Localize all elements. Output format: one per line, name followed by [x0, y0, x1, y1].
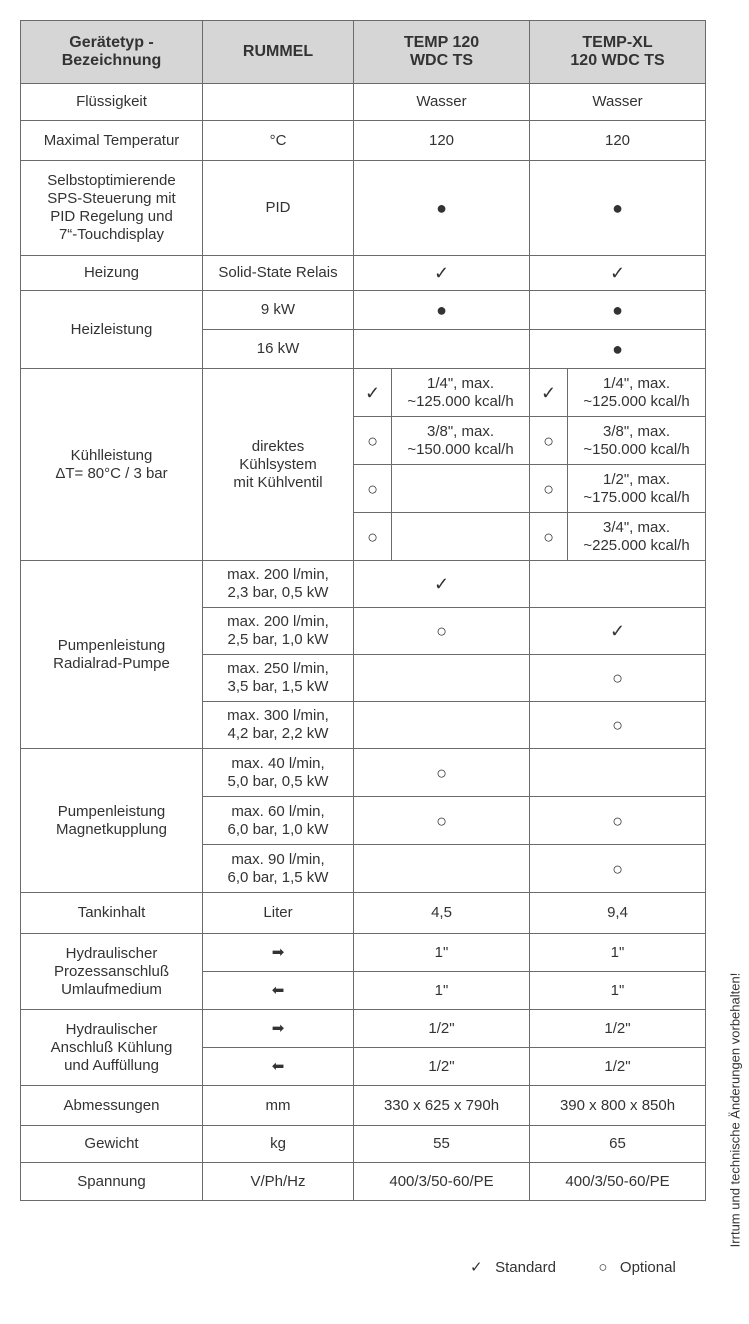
value-temp120-heizleistung-9kw: ●: [354, 291, 530, 330]
value-tempxl-prozess-out: 1": [530, 934, 706, 972]
header-rummel: RUMMEL: [203, 21, 354, 84]
value-temp120-spannung: 400/3/50-60/PE: [354, 1163, 530, 1201]
value-tempxl-heizleistung-9kw: ●: [530, 291, 706, 330]
value-tempxl-tank: 9,4: [530, 893, 706, 934]
label-radial: Pumpenleistung Radialrad-Pumpe: [21, 561, 203, 749]
unit-sps: PID: [203, 161, 354, 256]
value-temp120-prozess-out: 1": [354, 934, 530, 972]
unit-abmessungen: mm: [203, 1086, 354, 1126]
value-temp120-heizung: ✓: [354, 256, 530, 291]
unit-fluessigkeit: [203, 84, 354, 121]
header-row: [21, 21, 706, 84]
label-tank: Tankinhalt: [21, 893, 203, 934]
value-tempxl-sps: ●: [530, 161, 706, 256]
unit-radial-2: max. 200 l/min, 2,5 bar, 1,0 kW: [203, 608, 354, 655]
row-radial-1: [21, 561, 706, 608]
unit-kuehlleistung: direktes Kühlsystem mit Kühlventil: [203, 369, 354, 561]
value-tempxl-magnet-3: ○: [530, 845, 706, 893]
value-temp120-tank: 4,5: [354, 893, 530, 934]
value-temp120-prozess-in: 1": [354, 972, 530, 1010]
value-temp120-sps: ●: [354, 161, 530, 256]
value-tempxl-kuehlanschluss-in: 1/2": [530, 1048, 706, 1086]
value-tempxl-abmessungen: 390 x 800 x 850h: [530, 1086, 706, 1126]
label-heizung: Heizung: [21, 256, 203, 291]
value-tempxl-magnet-1: [530, 749, 706, 797]
label-heizleistung: Heizleistung: [21, 291, 203, 369]
status-tempxl-kuehl-3: ○: [530, 465, 568, 513]
value-temp120-heizleistung-16kw: [354, 330, 530, 369]
label-maxtemp: Maximal Temperatur: [21, 121, 203, 161]
arrow-right-icon: ➡: [203, 934, 354, 972]
row-magnet-1: [21, 749, 706, 797]
unit-radial-3: max. 250 l/min, 3,5 bar, 1,5 kW: [203, 655, 354, 702]
unit-maxtemp: °C: [203, 121, 354, 161]
value-tempxl-kuehl-4: 3/4", max. ~225.000 kcal/h: [568, 513, 706, 561]
unit-spannung: V/Ph/Hz: [203, 1163, 354, 1201]
row-tank: [21, 893, 706, 934]
unit-radial-1: max. 200 l/min, 2,3 bar, 0,5 kW: [203, 561, 354, 608]
arrow-right-icon: ➡: [203, 1010, 354, 1048]
row-maxtemp: [21, 121, 706, 161]
status-temp120-kuehl-2: ○: [354, 417, 392, 465]
unit-magnet-1: max. 40 l/min, 5,0 bar, 0,5 kW: [203, 749, 354, 797]
value-tempxl-radial-3: ○: [530, 655, 706, 702]
value-tempxl-heizung: ✓: [530, 256, 706, 291]
value-temp120-maxtemp: 120: [354, 121, 530, 161]
side-disclaimer: Irrtum und technische Änderungen vorbehalten!: [727, 972, 743, 1248]
value-temp120-fluessigkeit: Wasser: [354, 84, 530, 121]
value-temp120-radial-2: ○: [354, 608, 530, 655]
row-sps: [21, 161, 706, 256]
value-tempxl-magnet-2: ○: [530, 797, 706, 845]
unit-radial-4: max. 300 l/min, 4,2 bar, 2,2 kW: [203, 702, 354, 749]
row-heizleistung-1: [21, 291, 706, 330]
unit-magnet-2: max. 60 l/min, 6,0 bar, 1,0 kW: [203, 797, 354, 845]
label-abmessungen: Abmessungen: [21, 1086, 203, 1126]
unit-magnet-3: max. 90 l/min, 6,0 bar, 1,5 kW: [203, 845, 354, 893]
status-temp120-kuehl-3: ○: [354, 465, 392, 513]
value-tempxl-kuehl-3: 1/2", max. ~175.000 kcal/h: [568, 465, 706, 513]
row-kuehlanschluss-1: [21, 1010, 706, 1048]
label-kuehlanschluss: Hydraulischer Anschluß Kühlung und Auffüllung: [21, 1010, 203, 1086]
value-tempxl-kuehlanschluss-out: 1/2": [530, 1010, 706, 1048]
value-temp120-kuehl-1: 1/4", max. ~125.000 kcal/h: [392, 369, 530, 417]
value-temp120-magnet-2: ○: [354, 797, 530, 845]
value-temp120-abmessungen: 330 x 625 x 790h: [354, 1086, 530, 1126]
label-kuehlleistung: Kühlleistung ΔT= 80°C / 3 bar: [21, 369, 203, 561]
value-tempxl-radial-1: [530, 561, 706, 608]
row-gewicht: [21, 1126, 706, 1163]
status-tempxl-kuehl-1: ✓: [530, 369, 568, 417]
value-tempxl-kuehl-1: 1/4", max. ~125.000 kcal/h: [568, 369, 706, 417]
label-prozess: Hydraulischer Prozessanschluß Umlaufmedium: [21, 934, 203, 1010]
value-tempxl-maxtemp: 120: [530, 121, 706, 161]
label-magnet: Pumpenleistung Magnetkupplung: [21, 749, 203, 893]
value-tempxl-radial-2: ✓: [530, 608, 706, 655]
value-tempxl-heizleistung-16kw: ●: [530, 330, 706, 369]
value-temp120-radial-4: [354, 702, 530, 749]
unit-heizung: Solid-State Relais: [203, 256, 354, 291]
status-temp120-kuehl-1: ✓: [354, 369, 392, 417]
value-tempxl-radial-4: ○: [530, 702, 706, 749]
value-temp120-magnet-1: ○: [354, 749, 530, 797]
value-temp120-radial-1: ✓: [354, 561, 530, 608]
unit-gewicht: kg: [203, 1126, 354, 1163]
row-fluessigkeit: [21, 84, 706, 121]
row-prozess-1: [21, 934, 706, 972]
status-tempxl-kuehl-4: ○: [530, 513, 568, 561]
value-tempxl-prozess-in: 1": [530, 972, 706, 1010]
value-temp120-kuehlanschluss-in: 1/2": [354, 1048, 530, 1086]
header-temp-120: TEMP 120 WDC TS: [354, 21, 530, 84]
row-kuehl-1: [21, 369, 706, 417]
value-temp120-kuehl-2: 3/8", max. ~150.000 kcal/h: [392, 417, 530, 465]
circle-icon: ○: [598, 1259, 608, 1276]
row-abmessungen: [21, 1086, 706, 1126]
arrow-left-icon: ⬅: [203, 972, 354, 1010]
value-tempxl-fluessigkeit: Wasser: [530, 84, 706, 121]
label-spannung: Spannung: [21, 1163, 203, 1201]
value-tempxl-kuehl-2: 3/8", max. ~150.000 kcal/h: [568, 417, 706, 465]
value-tempxl-gewicht: 65: [530, 1126, 706, 1163]
value-temp120-magnet-3: [354, 845, 530, 893]
row-heizung: [21, 256, 706, 291]
row-spannung: [21, 1163, 706, 1201]
legend-standard-label: Standard: [495, 1259, 556, 1276]
value-temp120-kuehl-3: [392, 465, 530, 513]
status-tempxl-kuehl-2: ○: [530, 417, 568, 465]
legend: [470, 1258, 676, 1276]
arrow-left-icon: ⬅: [203, 1048, 354, 1086]
check-icon: ✓: [470, 1259, 483, 1276]
label-gewicht: Gewicht: [21, 1126, 203, 1163]
header-temp-xl: TEMP-XL 120 WDC TS: [530, 21, 706, 84]
status-temp120-kuehl-4: ○: [354, 513, 392, 561]
legend-optional-label: Optional: [619, 1259, 676, 1276]
label-sps: Selbstoptimierende SPS-Steuerung mit PID Regelung und 7“-Touchdisplay: [21, 161, 203, 256]
value-temp120-gewicht: 55: [354, 1126, 530, 1163]
value-temp120-kuehlanschluss-out: 1/2": [354, 1010, 530, 1048]
spec-table: [20, 20, 706, 1201]
value-temp120-kuehl-4: [392, 513, 530, 561]
header-device-type: Gerätetyp - Bezeichnung: [21, 21, 203, 84]
value-tempxl-spannung: 400/3/50-60/PE: [530, 1163, 706, 1201]
unit-tank: Liter: [203, 893, 354, 934]
value-temp120-radial-3: [354, 655, 530, 702]
unit-heizleistung-16kw: 16 kW: [203, 330, 354, 369]
unit-heizleistung-9kw: 9 kW: [203, 291, 354, 330]
label-fluessigkeit: Flüssigkeit: [21, 84, 203, 121]
